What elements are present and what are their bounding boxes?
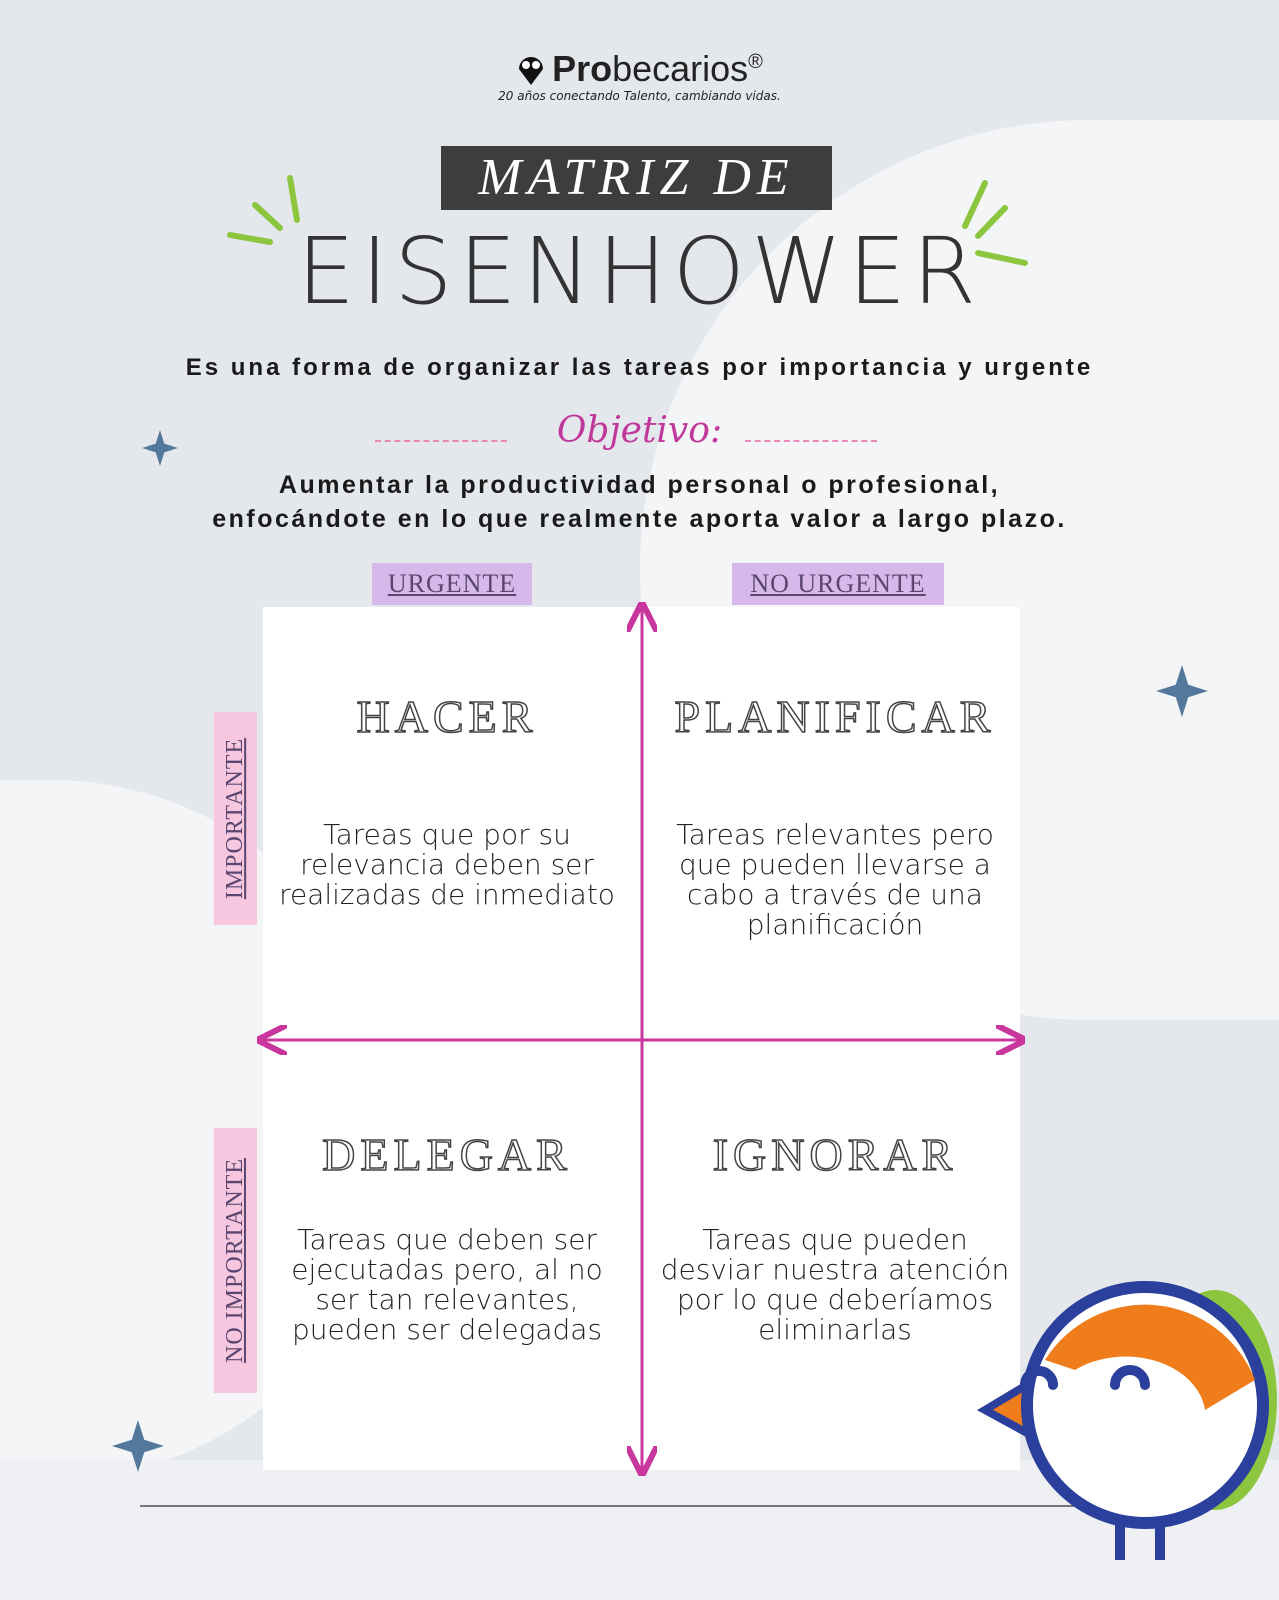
quadrant-text-plan: Tareas relevantes pero que pueden llevarse a cabo a través de una planificación (676, 818, 994, 941)
registered-mark: ® (748, 51, 763, 73)
logo-tagline: 20 años conectando Talento, cambiando vidas. (498, 89, 781, 103)
quadrant-title-delegate: DELEGAR (322, 1129, 572, 1180)
title-line2: EISENHOWER (296, 218, 983, 325)
subtitle: Es una forma de organizar las tareas por importancia y urgente (185, 354, 1094, 381)
column-header-not-urgent: NO URGENTE (732, 563, 944, 605)
objective-label: Objetivo: (556, 410, 723, 451)
objective-line2: enfocándote en lo que realmente aporta valor a largo plazo. (212, 505, 1067, 533)
quadrant-text-delegate: Tareas que deben ser ejecutadas pero, al no ser tan relevantes, pueden ser delegadas (291, 1223, 603, 1346)
objective-text (0, 468, 1279, 536)
title-line1: MATRIZ DE (441, 146, 832, 210)
divider-right (745, 440, 877, 442)
row-header-important (214, 712, 257, 925)
owl-pin-icon (516, 52, 546, 86)
logo (0, 48, 1279, 103)
brand-bold: Pro (552, 48, 613, 89)
quadrant-title-plan: PLANIFICAR (674, 691, 996, 742)
column-header-urgent: URGENTE (372, 563, 532, 605)
objective-line1: Aumentar la productividad personal o profesional, (278, 471, 1001, 499)
quadrant-title-ignore: IGNORAR (712, 1129, 958, 1180)
owl-mascot-icon (955, 1260, 1279, 1560)
brand-rest: becarios (612, 48, 749, 89)
row-header-not-important (214, 1128, 257, 1393)
quadrant-text-do: Tareas que por su relevancia deben ser realizadas de inmediato (279, 818, 615, 911)
quadrant-title-do: HACER (356, 691, 538, 742)
row-header-not-important-label: NO IMPORTANTE (222, 1158, 248, 1363)
quadrant-text-ignore: Tareas que pueden desviar nuestra atención por lo que deberíamos eliminarlas (660, 1223, 1010, 1346)
row-header-important-label: IMPORTANTE (222, 737, 248, 900)
